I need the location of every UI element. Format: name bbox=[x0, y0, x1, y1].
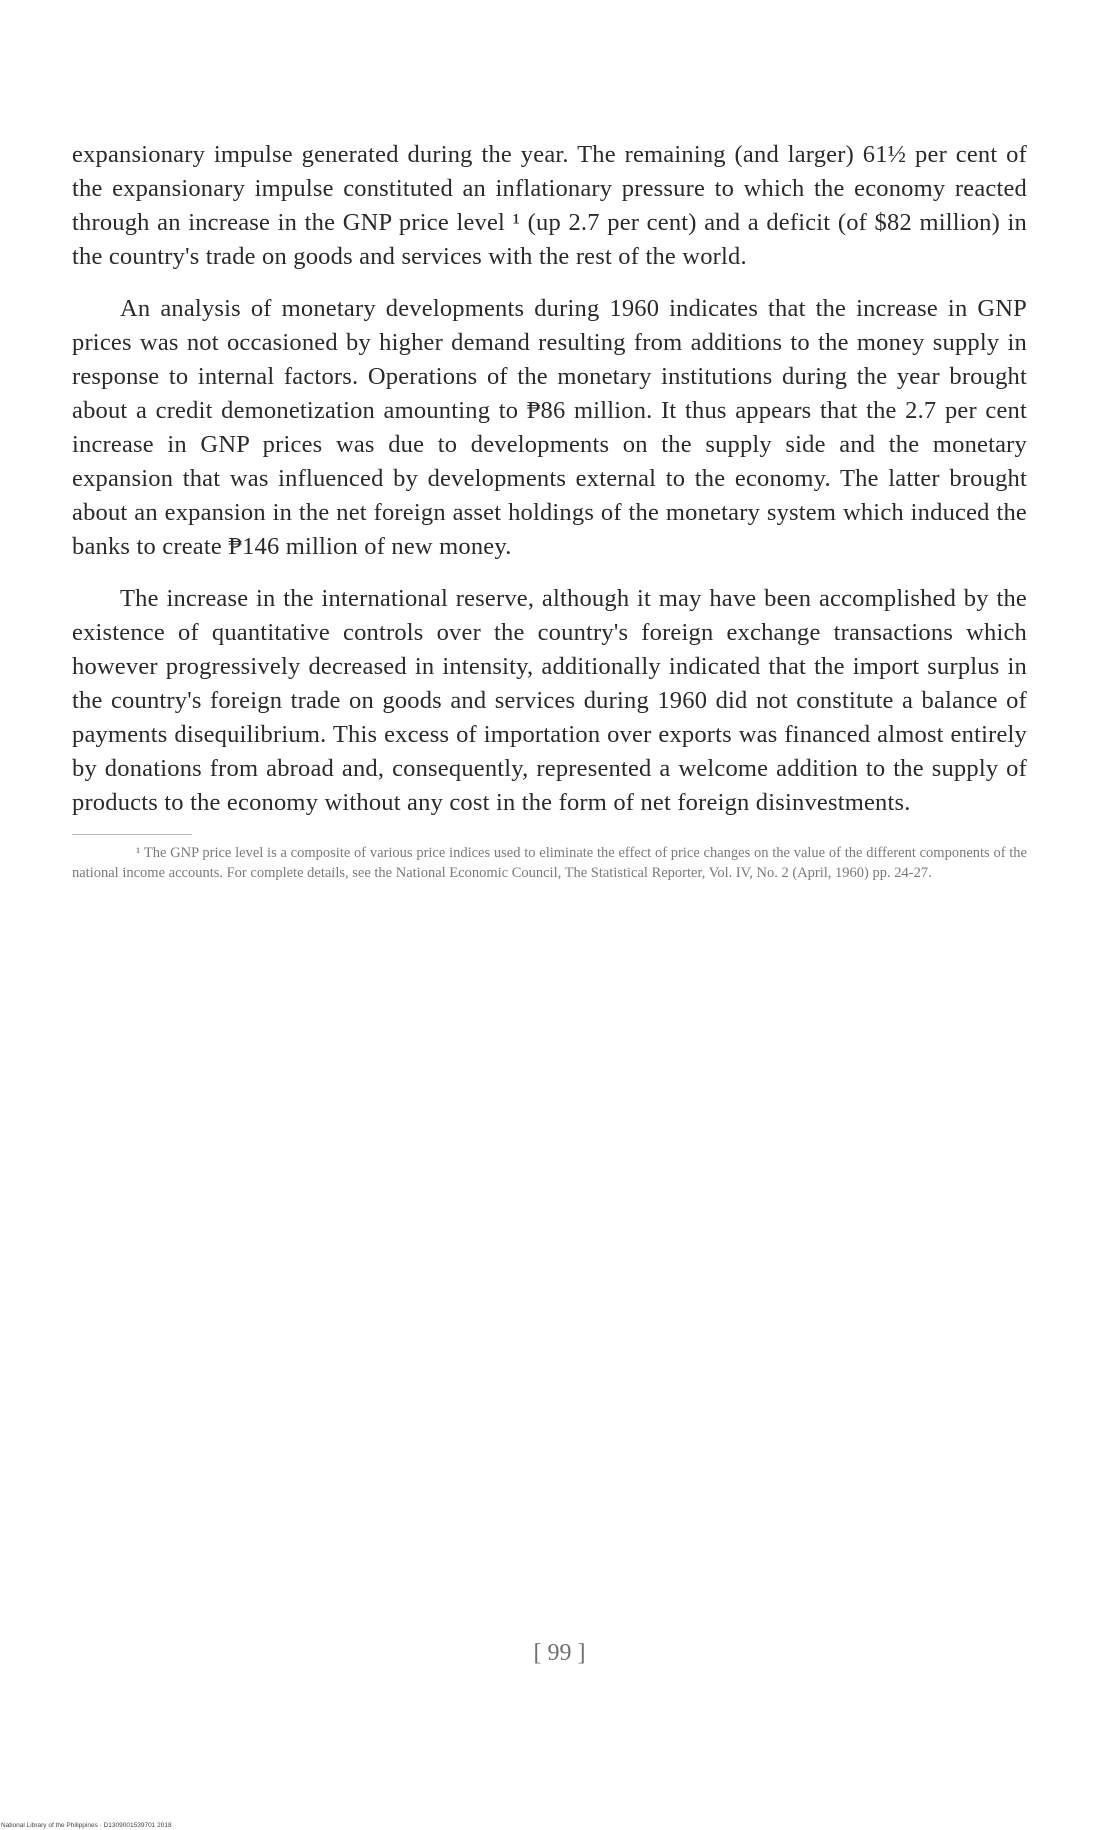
page-number: [ 99 ] bbox=[533, 1640, 586, 1666]
page-body bbox=[72, 138, 1027, 883]
paragraph-1: expansionary impulse generated during the year. The remaining (and larger) 61½ per cent of the expansionary impulse constituted an inflationary pressure to which the economy reacted through an increase in the GNP price level ¹ (up 2.7 per cent) and a deficit (of $82 million) in the country's trade on goods and services with the rest of the world. bbox=[72, 141, 1027, 270]
footnote-divider bbox=[72, 834, 192, 835]
paragraph-2: An analysis of monetary developments during 1960 indicates that the increase in GNP prices was not occasioned by higher demand resulting from additions to the money supply in response to internal factors. Operations of the monetary institutions during the year brought about a credit demonetization amounting to ₱86 million. It thus appears that the 2.7 per cent increase in GNP prices was due to developments on the supply side and the monetary expansion that was influenced by developments external to the economy. The latter brought about an expansion in the net foreign asset holdings of the monetary system which induced the banks to create ₱146 million of new money. bbox=[72, 295, 1027, 560]
archive-stamp: National Library of the Philippines · D1309001539701 2018 bbox=[1, 1822, 172, 1829]
paragraph-3: The increase in the international reserve, although it may have been accomplished by the existence of quantitative controls over the country's foreign exchange transactions which however progressively decreased in intensity, additionally indicated that the import surplus in the country's foreign trade on goods and services during 1960 did not constitute a balance of payments disequilibrium. This excess of importation over exports was financed almost entirely by donations from abroad and, consequently, represented a welcome addition to the supply of products to the economy without any cost in the form of net foreign disinvestments. bbox=[72, 585, 1027, 816]
footnote: ¹ The GNP price level is a composite of various price indices used to eliminate the effect of price changes on the value of the different components of the national income accounts. For complete details, see the National Economic Council, The Statistical Reporter, Vol. IV, No. 2 (April, 1960) pp. 24-27. bbox=[72, 845, 1027, 881]
